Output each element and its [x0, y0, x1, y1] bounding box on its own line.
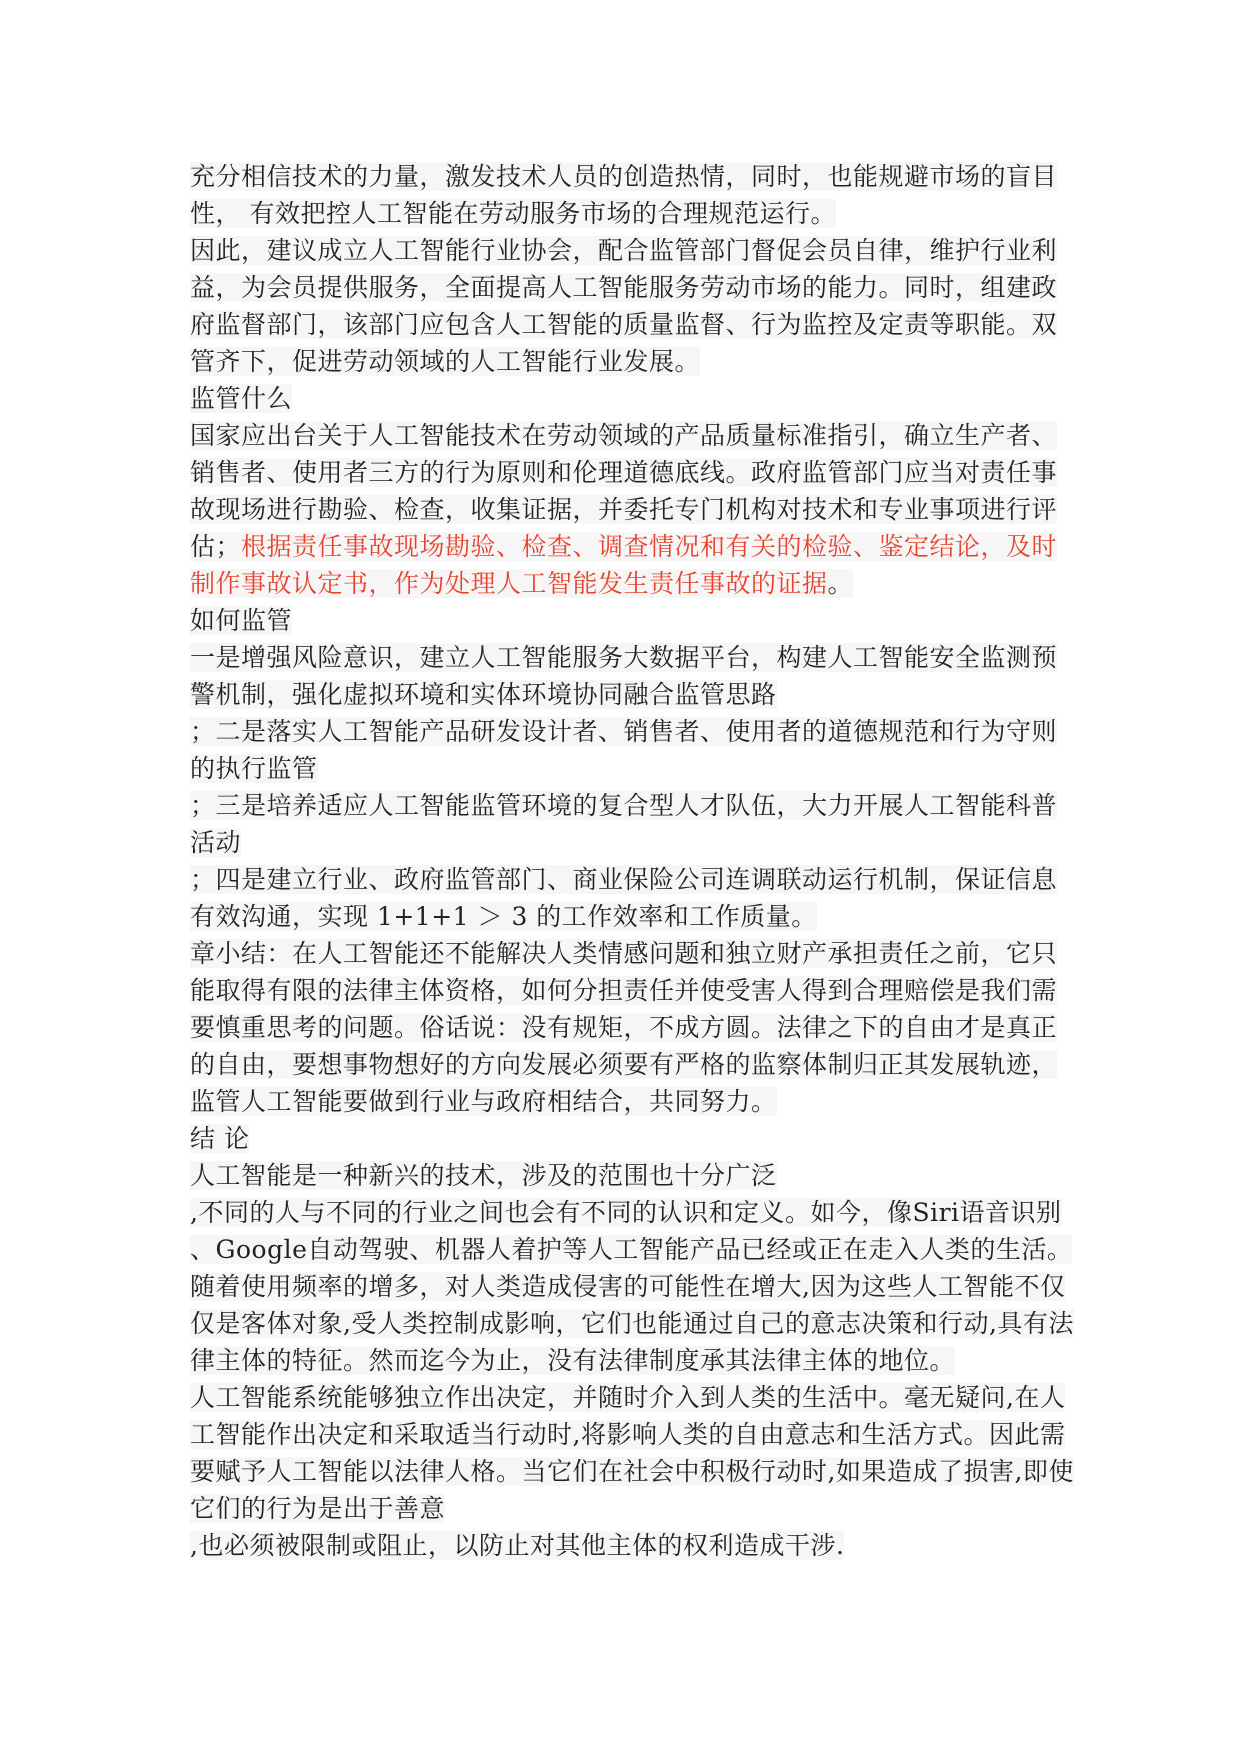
text-line: 人工智能是一种新兴的技术，涉及的范围也十分广泛 [190, 1161, 777, 1190]
text-line: 管齐下，促进劳动领域的人工智能行业发展。 [190, 347, 701, 376]
text-line: 的执行监管 [190, 754, 318, 783]
text-line: ；四是建立行业、政府监管部门、商业保险公司连调联动运行机制，保证信息 [190, 865, 1058, 894]
text-line: 要慎重思考的问题。俗话说：没有规矩，不成方圆。法律之下的自由才是真正 [190, 1013, 1058, 1042]
document-page [190, 158, 1074, 1564]
section-heading: 监管什么 [190, 384, 293, 413]
section-heading: 结 论 [190, 1124, 250, 1153]
text-line: 有效沟通，实现 1+1+1 ＞ 3 的工作效率和工作质量。 [190, 902, 817, 931]
text-line: 的自由，要想事物想好的方向发展必须要有严格的监察体制归正其发展轨迹， [190, 1050, 1058, 1079]
text-line: 活动 [190, 828, 242, 857]
text-line: ；二是落实人工智能产品研发设计者、销售者、使用者的道德规范和行为守则 [190, 717, 1058, 746]
text-line: 律主体的特征。然而迄今为止，没有法律制度承其法律主体的地位。 [190, 1346, 956, 1375]
text-line: 监管人工智能要做到行业与政府相结合，共同努力。 [190, 1087, 777, 1116]
text-line: 故现场进行勘验、检查，收集证据，并委托专门机构对技术和专业事项进行评 [190, 495, 1058, 524]
text-line: 要赋予人工智能以法律人格。当它们在社会中积极行动时,如果造成了损害,即使 [190, 1457, 1074, 1486]
text-line: ,不同的人与不同的行业之间也会有不同的认识和定义。如今，像Siri语音识别 [190, 1198, 1062, 1227]
text-line: 充分相信技术的力量，激发技术人员的创造热情，同时，也能规避市场的盲目 [190, 162, 1058, 191]
text-line: 益，为会员提供服务，全面提高人工智能服务劳动市场的能力。同时，组建政 [190, 273, 1058, 302]
text-line: 章小结：在人工智能还不能解决人类情感问题和独立财产承担责任之前，它只 [190, 939, 1058, 968]
text-line: 它们的行为是出于善意 [190, 1494, 446, 1523]
section-heading: 如何监管 [190, 606, 293, 635]
highlighted-text: 制作事故认定书，作为处理人工智能发生责任事故的证据 [190, 569, 828, 598]
text-line: 估；根据责任事故现场勘验、检查、调查情况和有关的检验、鉴定结论，及时 [190, 532, 1058, 561]
text-line: 性， 有效把控人工智能在劳动服务市场的合理规范运行。 [190, 199, 836, 228]
text-line: 国家应出台关于人工智能技术在劳动领域的产品质量标准指引，确立生产者、 [190, 421, 1058, 450]
text-line: 制作事故认定书，作为处理人工智能发生责任事故的证据。 [190, 569, 854, 598]
text-line: ；三是培养适应人工智能监管环境的复合型人才队伍，大力开展人工智能科普 [190, 791, 1058, 820]
text-line: 人工智能系统能够独立作出决定，并随时介入到人类的生活中。毫无疑问,在人 [190, 1383, 1066, 1412]
text-line: 仅是客体对象,受人类控制成影响，它们也能通过自己的意志决策和行动,具有法 [190, 1309, 1074, 1338]
text-line: 府监督部门，该部门应包含人工智能的质量监督、行为监控及定责等职能。双 [190, 310, 1058, 339]
text-line: 、Google自动驾驶、机器人着护等人工智能产品已经或正在走入人类的生活。 [190, 1235, 1073, 1264]
text-line: ,也必须被限制或阻止，以防止对其他主体的权利造成干涉. [190, 1531, 845, 1560]
text-line: 销售者、使用者三方的行为原则和伦理道德底线。政府监管部门应当对责任事 [190, 458, 1058, 487]
text-line: 能取得有限的法律主体资格，如何分担责任并使受害人得到合理赔偿是我们需 [190, 976, 1058, 1005]
text-line: 随着使用频率的增多，对人类造成侵害的可能性在增大,因为这些人工智能不仅 [190, 1272, 1066, 1301]
text-line: 因此，建议成立人工智能行业协会，配合监管部门督促会员自律，维护行业利 [190, 236, 1058, 265]
highlighted-text: 根据责任事故现场勘验、检查、调查情况和有关的检验、鉴定结论，及时 [241, 532, 1058, 561]
text-line: 一是增强风险意识，建立人工智能服务大数据平台，构建人工智能安全监测预 [190, 643, 1058, 672]
text-line: 工智能作出决定和采取适当行动时,将影响人类的自由意志和生活方式。因此需 [190, 1420, 1066, 1449]
text-line: 警机制，强化虚拟环境和实体环境协同融合监管思路 [190, 680, 777, 709]
